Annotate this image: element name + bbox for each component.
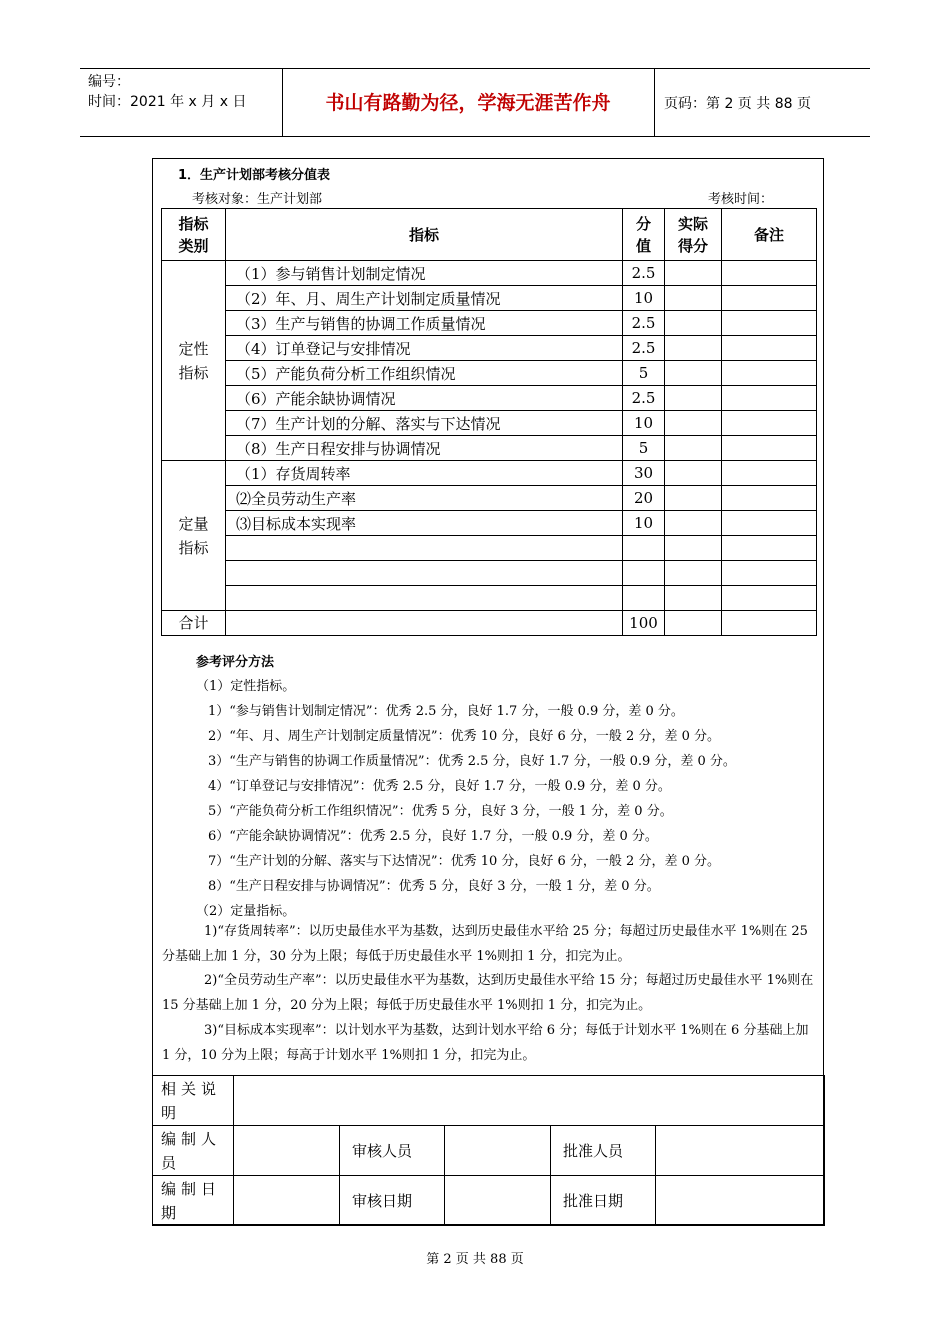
table-row <box>162 411 817 436</box>
qualitative-method-item: 2）“年、月、周生产计划制定质量情况”：优秀 10 分，良好 6 分，一般 2 分，差 0 分。 <box>208 729 720 744</box>
remark-cell[interactable] <box>722 486 817 511</box>
approver-label: 批准人员 <box>551 1126 656 1176</box>
indicator-name: （1）存货周转率 <box>226 461 623 486</box>
qualitative-method-item: 4）“订单登记与安排情况”：优秀 2.5 分，良好 1.7 分，一般 0.9 分，差 0 分。 <box>208 779 671 794</box>
signoff-table <box>152 1075 825 1226</box>
reviewer-cell[interactable] <box>445 1126 551 1176</box>
empty-cell[interactable] <box>665 561 722 586</box>
quantitative-method-item: 1)“存货周转率”：以历史最佳水平为基数，达到历史最佳水平给 25 分；每超过历史最佳水平 1%则在 25 分基础上加 1 分，30 分为上限；每低于历史最佳水平 1%则扣 1 分，扣完为止。 <box>162 924 808 964</box>
actual-score-cell[interactable] <box>665 286 722 311</box>
method-title: 参考评分方法 <box>196 655 275 670</box>
remark-cell[interactable] <box>722 461 817 486</box>
indicator-name: （2）年、月、周生产计划制定质量情况 <box>226 286 623 311</box>
qualitative-method-item: 8）“生产日程安排与协调情况”：优秀 5 分，良好 3 分，一般 1 分，差 0 分。 <box>208 879 660 894</box>
header-indicator: 指标 <box>226 209 623 261</box>
section-title: 1．生产计划部考核分值表 <box>178 168 331 183</box>
header-bottom-rule <box>80 136 870 137</box>
indicator-score: 10 <box>623 411 665 436</box>
header-page-label: 页码：第 2 页 共 88 页 <box>664 96 811 112</box>
table-row <box>162 311 817 336</box>
author-label: 编制人员 <box>153 1126 234 1176</box>
qualitative-category: 定性 指标 <box>162 261 226 461</box>
total-indicator-cell <box>226 611 623 636</box>
approve-date-cell[interactable] <box>656 1176 825 1226</box>
related-notes-cell[interactable] <box>234 1076 825 1126</box>
indicator-name: （1）参与销售计划制定情况 <box>226 261 623 286</box>
indicator-name: （7）生产计划的分解、落实与下达情况 <box>226 411 623 436</box>
actual-score-cell[interactable] <box>665 611 722 636</box>
time-label: 时间：2021 年 x 月 x 日 <box>88 94 247 110</box>
remark-cell[interactable] <box>722 411 817 436</box>
indicator-score: 20 <box>623 486 665 511</box>
quantitative-method-item: 3)“目标成本实现率”：以计划水平为基数，达到计划水平给 6 分；每低于计划水平 1%则在 6 分基础上加 1 分，10 分为上限；每高于计划水平 1%则扣 1 分，扣完为止。 <box>162 1023 809 1063</box>
indicator-score: 2.5 <box>623 311 665 336</box>
review-date-cell[interactable] <box>445 1176 551 1226</box>
remark-cell[interactable] <box>722 611 817 636</box>
empty-cell[interactable] <box>722 536 817 561</box>
qualitative-method-item: 6）“产能余缺协调情况”：优秀 2.5 分，良好 1.7 分，一般 0.9 分，差 0 分。 <box>208 829 658 844</box>
header-divider <box>654 68 655 136</box>
empty-cell[interactable] <box>623 586 665 611</box>
header-category: 指标 类别 <box>162 209 226 261</box>
actual-score-cell[interactable] <box>665 436 722 461</box>
actual-score-cell[interactable] <box>665 361 722 386</box>
empty-cell[interactable] <box>623 561 665 586</box>
author-date-label: 编制日期 <box>153 1176 234 1226</box>
actual-score-cell[interactable] <box>665 336 722 361</box>
table-row <box>162 511 817 536</box>
indicator-name: ⑵全员劳动生产率 <box>226 486 623 511</box>
table-row <box>162 386 817 411</box>
approve-date-label: 批准日期 <box>551 1176 656 1226</box>
remark-cell[interactable] <box>722 336 817 361</box>
actual-score-cell[interactable] <box>665 311 722 336</box>
actual-score-cell[interactable] <box>665 386 722 411</box>
remark-cell[interactable] <box>722 311 817 336</box>
indicator-name: （6）产能余缺协调情况 <box>226 386 623 411</box>
reviewer-label: 审核人员 <box>340 1126 445 1176</box>
empty-cell[interactable] <box>226 586 623 611</box>
page-footer: 第 2 页 共 88 页 <box>426 1252 524 1267</box>
indicator-score: 2.5 <box>623 261 665 286</box>
remark-cell[interactable] <box>722 261 817 286</box>
remark-cell[interactable] <box>722 286 817 311</box>
empty-cell[interactable] <box>665 536 722 561</box>
table-row <box>162 361 817 386</box>
table-row <box>153 1076 825 1126</box>
qualitative-method-item: 1）“参与销售计划制定情况”：优秀 2.5 分，良好 1.7 分，一般 0.9 分，差 0 分。 <box>208 704 684 719</box>
table-row <box>162 461 817 486</box>
header-score: 分 值 <box>623 209 665 261</box>
header-actual: 实际 得分 <box>665 209 722 261</box>
indicator-score: 2.5 <box>623 336 665 361</box>
qualitative-method-item: 3）“生产与销售的协调工作质量情况”：优秀 2.5 分，良好 1.7 分，一般 0.9 分，差 0 分。 <box>208 754 736 769</box>
indicator-score: 10 <box>623 286 665 311</box>
header-top-rule <box>80 68 870 69</box>
remark-cell[interactable] <box>722 511 817 536</box>
indicator-name: （8）生产日程安排与协调情况 <box>226 436 623 461</box>
indicator-name: （4）订单登记与安排情况 <box>226 336 623 361</box>
actual-score-cell[interactable] <box>665 261 722 286</box>
related-notes-label: 相关说明 <box>153 1076 234 1126</box>
total-score: 100 <box>623 611 665 636</box>
indicator-score: 30 <box>623 461 665 486</box>
number-label: 编号： <box>88 74 130 90</box>
table-row <box>162 336 817 361</box>
header-left <box>88 72 246 112</box>
empty-cell[interactable] <box>722 586 817 611</box>
indicator-score: 10 <box>623 511 665 536</box>
table-row <box>162 486 817 511</box>
empty-cell[interactable] <box>665 586 722 611</box>
header-motto: 书山有路勤为径，学海无涯苦作舟 <box>325 92 611 114</box>
table-row-empty <box>162 586 817 611</box>
qualitative-method-title: （1）定性指标。 <box>196 679 296 694</box>
actual-score-cell[interactable] <box>665 411 722 436</box>
quantitative-category: 定量 指标 <box>162 461 226 611</box>
table-row <box>162 436 817 461</box>
author-date-cell[interactable] <box>234 1176 340 1226</box>
assessment-target: 考核对象：生产计划部 <box>192 192 323 207</box>
total-label: 合计 <box>162 611 226 636</box>
actual-score-cell[interactable] <box>665 461 722 486</box>
actual-score-cell[interactable] <box>665 511 722 536</box>
empty-cell[interactable] <box>722 561 817 586</box>
author-cell[interactable] <box>234 1126 340 1176</box>
empty-cell[interactable] <box>623 536 665 561</box>
indicator-score: 5 <box>623 436 665 461</box>
total-row <box>162 611 817 636</box>
empty-cell[interactable] <box>226 561 623 586</box>
review-date-label: 审核日期 <box>340 1176 445 1226</box>
table-row-empty <box>162 561 817 586</box>
table-header-row <box>162 209 817 261</box>
indicator-name: （5）产能负荷分析工作组织情况 <box>226 361 623 386</box>
header-remark: 备注 <box>722 209 817 261</box>
indicator-name: ⑶目标成本实现率 <box>226 511 623 536</box>
table-row <box>153 1126 825 1176</box>
remark-cell[interactable] <box>722 436 817 461</box>
empty-cell[interactable] <box>226 536 623 561</box>
quantitative-method-title: （2）定量指标。 <box>196 904 296 919</box>
remark-cell[interactable] <box>722 386 817 411</box>
table-row-empty <box>162 536 817 561</box>
assessment-time: 考核时间： <box>708 192 774 207</box>
actual-score-cell[interactable] <box>665 486 722 511</box>
remark-cell[interactable] <box>722 361 817 386</box>
table-row <box>162 286 817 311</box>
table-row <box>153 1176 825 1226</box>
indicator-name: （3）生产与销售的协调工作质量情况 <box>226 311 623 336</box>
qualitative-method-item: 5）“产能负荷分析工作组织情况”：优秀 5 分，良好 3 分，一般 1 分，差 0 分。 <box>208 804 673 819</box>
quantitative-method-item: 2)“全员劳动生产率”：以历史最佳水平为基数，达到历史最佳水平给 15 分；每超过历史最佳水平 1%则在 15 分基础上加 1 分，20 分为上限；每低于历史最佳水平 1%则扣 1 分，扣完为止。 <box>162 973 814 1013</box>
score-table <box>161 208 817 636</box>
qualitative-method-item: 7）“生产计划的分解、落实与下达情况”：优秀 10 分，良好 6 分，一般 2 分，差 0 分。 <box>208 854 720 869</box>
indicator-score: 2.5 <box>623 386 665 411</box>
indicator-score: 5 <box>623 361 665 386</box>
table-row <box>162 261 817 286</box>
approver-cell[interactable] <box>656 1126 825 1176</box>
